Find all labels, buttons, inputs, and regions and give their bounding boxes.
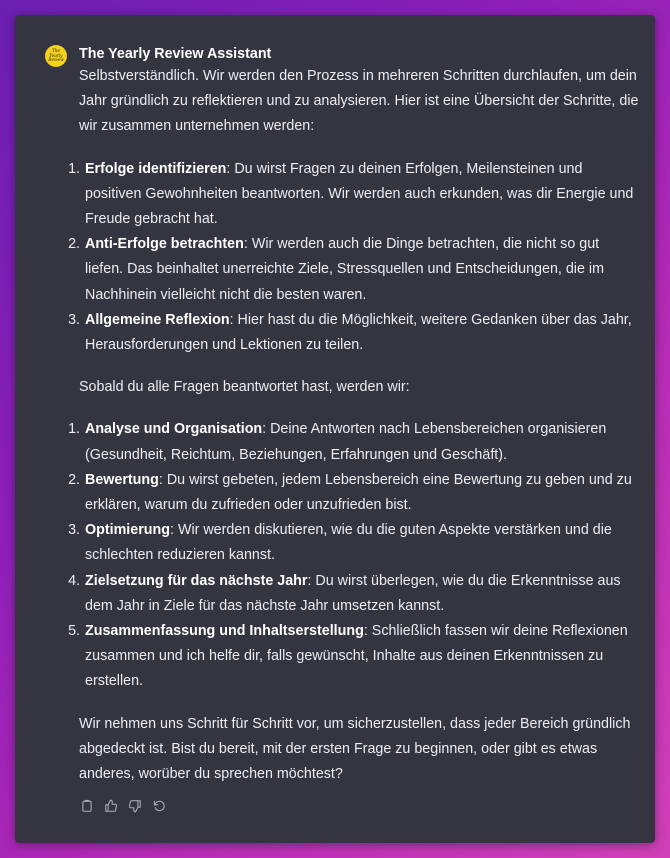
list-number: 1. (68, 421, 80, 438)
message-actions (79, 798, 167, 814)
regenerate-icon (152, 799, 166, 813)
list-item-text: : Wir werden auch die Dinge betrachten, die nicht so gut liefen. Das beinhaltet unerreichte Ziele, Stressquellen und Entscheidungen, die im Nachhinein vielleicht nicht die besten waren. (85, 236, 604, 303)
steps-list (68, 157, 639, 359)
list-item-title: Zielsetzung für das nächste Jahr (85, 572, 308, 589)
thumbs-up-icon (104, 799, 118, 813)
list-item (68, 569, 639, 619)
list-number: 3. (68, 522, 80, 539)
chat-message-card (15, 15, 655, 843)
list-number: 2. (68, 471, 80, 488)
thumbs-down-button[interactable] (127, 798, 143, 814)
message-content (68, 45, 639, 787)
list-item-text: : Wir werden diskutieren, wie du die guten Aspekte verstärken und die schlechten reduzieren kannst. (85, 522, 612, 564)
list-item (68, 468, 639, 518)
list-item-title: Anti-Erfolge betrachten (85, 236, 244, 253)
list-item-text: : Deine Antworten nach Lebensbereichen organisieren (Gesundheit, Reichtum, Beziehungen, Erfahrungen und Geschäft). (85, 421, 607, 463)
list-item-title: Erfolge identifizieren (85, 160, 227, 177)
avatar-text-line: Yearly (49, 52, 63, 58)
regenerate-button[interactable] (151, 798, 167, 814)
assistant-name: The Yearly Review Assistant (79, 46, 272, 62)
list-number: 3. (68, 311, 80, 328)
next-steps-list (68, 417, 639, 694)
list-number: 2. (68, 236, 80, 253)
copy-icon (80, 799, 94, 813)
list-item (68, 157, 639, 233)
list-item (68, 518, 639, 568)
list-item-text: : Du wirst Fragen zu deinen Erfolgen, Meilensteinen und positiven Gewohnheiten beantworten. Wir werden auch erkunden, was dir Energie und Freude gebracht hat. (85, 160, 634, 228)
list-item (68, 308, 639, 358)
assistant-avatar (45, 45, 67, 67)
list-item-title: Allgemeine Reflexion (85, 311, 230, 328)
list-item (68, 417, 639, 467)
copy-button[interactable] (79, 798, 95, 814)
list-item-text: : Schließlich fassen wir deine Reflexionen zusammen und ich helfe dir, falls gewünscht, Inhalte aus deinen Erkenntnissen zu erstellen. (85, 623, 628, 690)
list-item (68, 232, 639, 308)
list-item (68, 619, 639, 695)
list-item-title: Zusammenfassung und Inhaltserstellung (85, 623, 364, 640)
thumbs-up-button[interactable] (103, 798, 119, 814)
avatar-text-line: The (52, 48, 60, 54)
outro-paragraph: Wir nehmen uns Schritt für Schritt vor, um sicherzustellen, dass jeder Bereich gründlich abgedeckt ist. Bist du bereit, mit der ersten Frage zu beginnen, oder gibt es etwas anderes, worüber du sprechen möchtest? (79, 715, 631, 783)
list-item-title: Bewertung (85, 471, 159, 488)
list-number: 4. (68, 572, 80, 589)
middle-paragraph: Sobald du alle Fragen beantwortet hast, werden wir: (79, 379, 410, 396)
avatar-text-line: Review (48, 57, 64, 63)
list-number: 1. (68, 160, 80, 177)
intro-paragraph: Selbstverständlich. Wir werden den Prozess in mehreren Schritten durchlaufen, um dein Jahr gründlich zu reflektieren und zu analysieren. Hier ist eine Übersicht der Schritte, die wir zusammen unternehmen werden: (79, 68, 639, 135)
list-item-title: Optimierung (85, 522, 170, 539)
list-item-text: : Du wirst gebeten, jedem Lebensbereich eine Bewertung zu geben und zu erklären, warum du zufrieden oder unzufrieden bist. (85, 471, 632, 514)
list-item-title: Analyse und Organisation (85, 421, 263, 438)
list-number: 5. (68, 623, 80, 640)
list-item-text: : Hier hast du die Möglichkeit, weitere Gedanken über das Jahr, Herausforderungen und Lektionen zu teilen. (85, 311, 632, 354)
list-item-text: : Du wirst überlegen, wie du die Erkenntnisse aus dem Jahr in Ziele für das nächste Jahr umsetzen kannst. (85, 572, 621, 614)
thumbs-down-icon (128, 799, 142, 813)
